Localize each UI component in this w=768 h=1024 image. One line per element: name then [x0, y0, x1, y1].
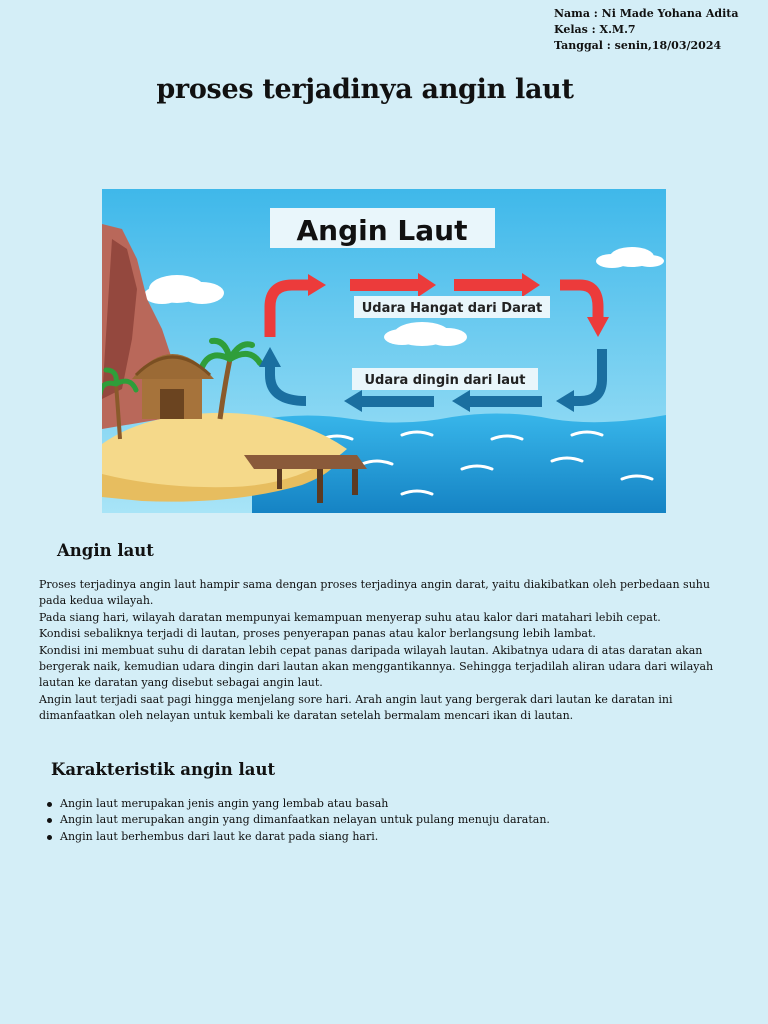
paragraph: Kondisi sebaliknya terjadi di lautan, proses penyerapan panas atau kalor berlangsung lebih lambat. — [39, 627, 596, 641]
paragraph: Pada siang hari, wilayah daratan mempunyai kemampuan menyerap suhu atau kalor dari matahari lebih cepat. — [39, 610, 661, 624]
illustration-svg — [102, 189, 666, 513]
section-heading-angin-laut: Angin laut — [57, 541, 154, 560]
page-title: proses terjadinya angin laut — [156, 74, 574, 105]
list-item: Angin laut merupakan jenis angin yang lembab atau basah — [44, 796, 550, 812]
explanation-text — [39, 577, 739, 725]
paragraph: Kondisi ini membuat suhu di daratan lebih cepat panas daripada wilayah lautan. Akibatnya udara di atas daratan akan bergerak naik, kemudian udara dingin dari lautan akan menggantikannya. Sehingga terjadilah aliran udara dari wilayah lautan ke daratan yang disebut sebagai angin laut. — [39, 643, 714, 690]
paragraph: Proses terjadinya angin laut hampir sama dengan proses terjadinya angin darat, yaitu diakibatkan oleh perbedaan suhu pada kedua wilayah. — [39, 578, 710, 608]
list-item: Angin laut berhembus dari laut ke darat pada siang hari. — [44, 829, 550, 845]
warm-air-label: Udara Hangat dari Darat — [361, 301, 543, 316]
student-name: Nama : Ni Made Yohana Adita — [554, 7, 739, 20]
submission-date: Tanggal : senin,18/03/2024 — [554, 39, 722, 52]
student-class: Kelas : X.M.7 — [554, 23, 636, 36]
characteristics-list — [44, 796, 550, 845]
cool-air-label: Udara dingin dari laut — [364, 373, 526, 388]
diagram-title: Angin Laut — [296, 214, 468, 247]
list-item: Angin laut merupakan angin yang dimanfaatkan nelayan untuk pulang menuju daratan. — [44, 812, 550, 828]
student-info — [554, 6, 738, 54]
paragraph: Angin laut terjadi saat pagi hingga menjelang sore hari. Arah angin laut yang bergerak dari lautan ke daratan ini dimanfaatkan oleh nelayan untuk kembali ke daratan setelah bermalam mencari ikan di lautan. — [39, 692, 673, 723]
sea-breeze-illustration — [102, 189, 666, 513]
section-heading-karakteristik: Karakteristik angin laut — [51, 760, 276, 779]
